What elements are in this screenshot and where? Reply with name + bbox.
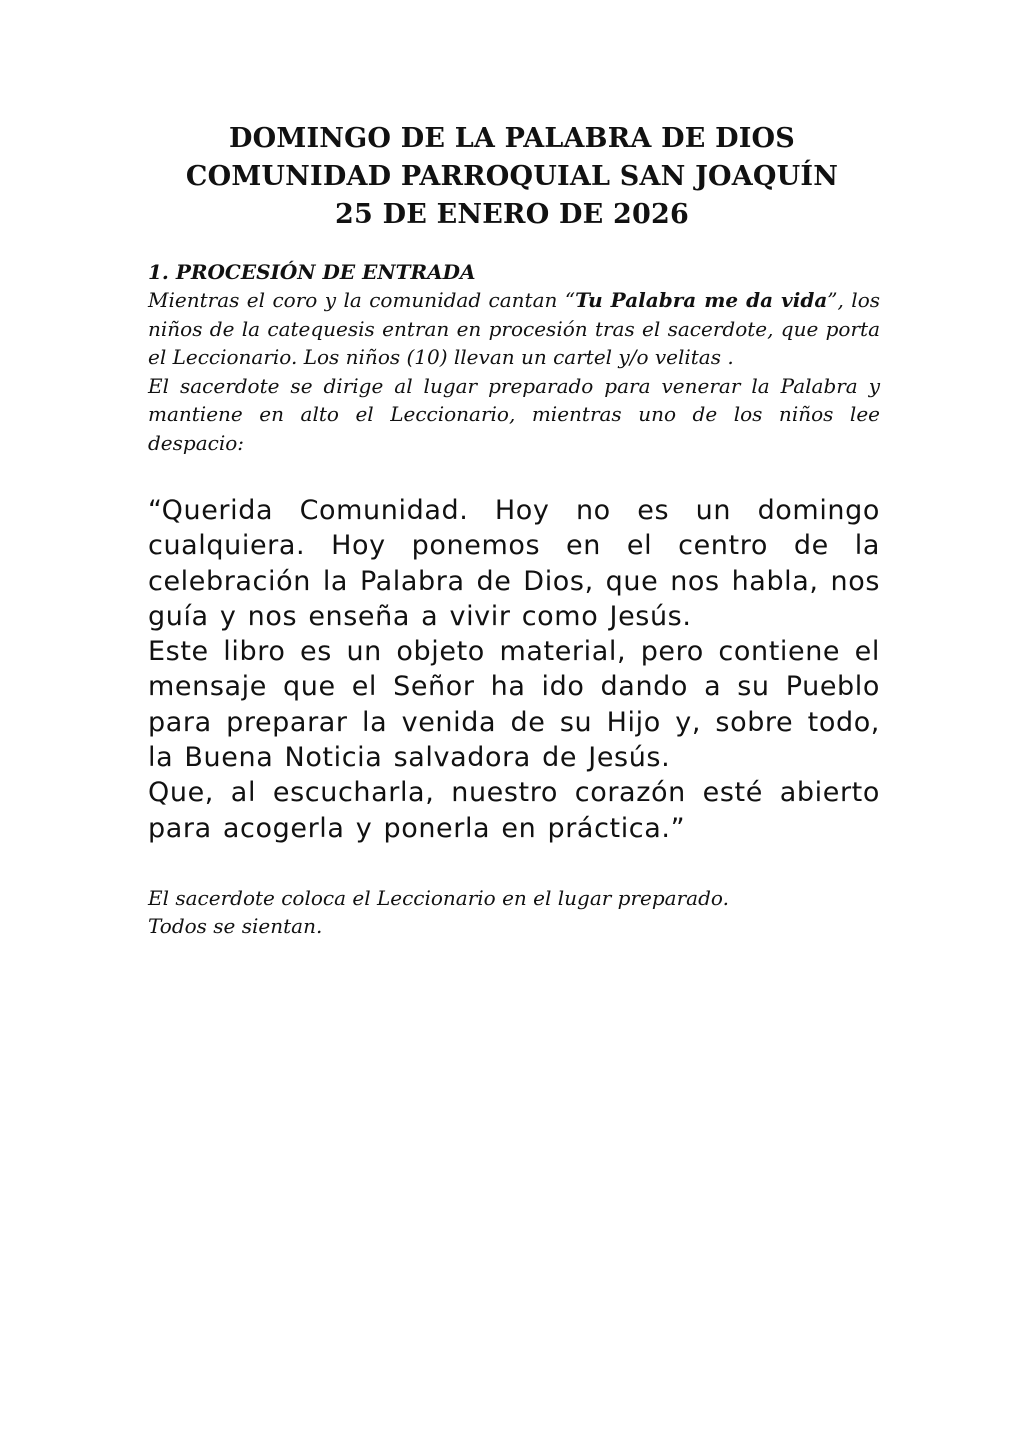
rubric-text-after: ”, los niños de la catequesis entran en procesión tras el sacerdote, que porta el Leccionario. Los niños (10) llevan un cartel y/o velitas .: [148, 288, 881, 369]
header-date-line: 25 DE ENERO DE 2026: [335, 199, 689, 230]
header-title-line: DOMINGO DE LA PALABRA DE DIOS: [229, 123, 795, 154]
rubric-text-before: Mientras el coro y la comunidad cantan “: [148, 288, 576, 312]
rubric-paragraph-1: [148, 286, 880, 372]
song-title: Tu Palabra me da vida: [575, 288, 828, 312]
reading-paragraph-3: Que, al escucharla, nuestro corazón esté abierto para acogerla y ponerla en práctica.”: [148, 777, 880, 844]
reading-paragraph-1: “Querida Comunidad. Hoy no es un domingo cualquiera. Hoy ponemos en el centro de la celebración la Palabra de Dios, que nos habla, nos guía y nos enseña a vivir como Jesús.: [148, 495, 880, 632]
section-procession: [148, 258, 880, 941]
reading-text: [148, 493, 880, 846]
rubric-paragraph-2: El sacerdote se dirige al lugar preparado para venerar la Palabra y mantiene en alto el Leccionario, mientras uno de los niños lee despacio:: [148, 373, 880, 455]
closing-rubric: [148, 884, 880, 941]
document-header: [0, 120, 1024, 234]
closing-line-1: El sacerdote coloca el Leccionario en el lugar preparado.: [148, 885, 729, 910]
section-title: 1. PROCESIÓN DE ENTRADA: [148, 260, 476, 284]
reading-paragraph-2: Este libro es un objeto material, pero contiene el mensaje que el Señor ha ido dando a su Pueblo para preparar la venida de su Hijo y, sobre todo, la Buena Noticia salvadora de Jesús.: [148, 636, 880, 774]
header-parish-line: COMUNIDAD PARROQUIAL SAN JOAQUÍN: [185, 161, 839, 192]
closing-line-2: Todos se sientan.: [148, 914, 323, 939]
